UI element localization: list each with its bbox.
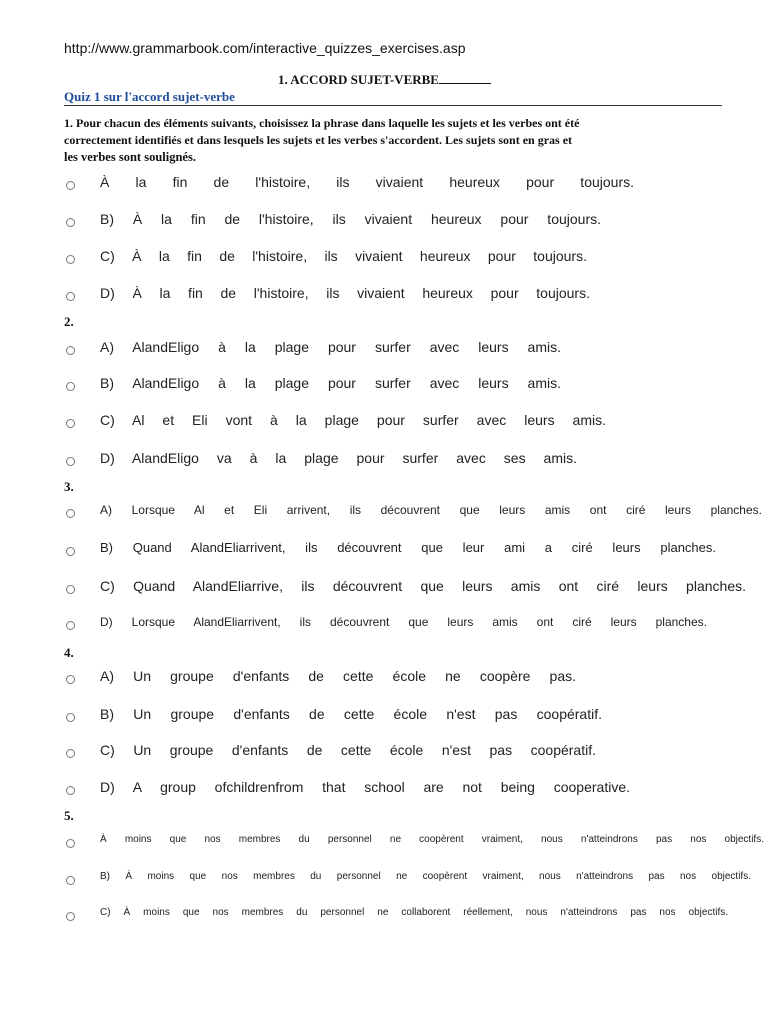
option-text: C) Quand AlandEliarrive, ils découvrent que leurs amis ont ciré leurs planches.	[100, 578, 746, 594]
radio-button[interactable]	[66, 181, 75, 190]
radio-button[interactable]	[66, 292, 75, 301]
heading-underline	[439, 72, 491, 84]
radio-button[interactable]	[66, 876, 75, 885]
radio-button[interactable]	[66, 786, 75, 795]
q2-option-c[interactable]	[66, 410, 606, 430]
q2-option-a[interactable]	[66, 337, 561, 357]
option-text: A) Un groupe d'enfants de cette école ne coopère pas.	[100, 668, 576, 684]
option-text: A) AlandEligo à la plage pour surfer avec leurs amis.	[100, 339, 561, 355]
option-text: B) Un groupe d'enfants de cette école n'est pas coopératif.	[100, 706, 602, 722]
q3-option-d[interactable]	[66, 612, 707, 632]
q4-option-c[interactable]	[66, 740, 596, 760]
option-text: C) À la fin de l'histoire, ils vivaient heureux pour toujours.	[100, 248, 587, 264]
question-number-2: 2.	[64, 314, 74, 329]
instructions-line-2: correctement identifiés et dans lesquels les sujets et les verbes s'accordent. Les sujets sont en gras et	[64, 133, 573, 147]
q4-option-d[interactable]	[66, 777, 630, 797]
instructions	[64, 115, 644, 166]
option-text: D) AlandEligo va à la plage pour surfer avec ses amis.	[100, 450, 577, 466]
q3-option-b[interactable]	[66, 538, 716, 558]
q3-option-c[interactable]	[66, 576, 746, 596]
q1-option-c[interactable]	[66, 246, 587, 266]
option-text: C) Un groupe d'enfants de cette école n'est pas coopératif.	[100, 742, 596, 758]
q2-option-b[interactable]	[66, 373, 561, 393]
radio-button[interactable]	[66, 382, 75, 391]
option-text: D) À la fin de l'histoire, ils vivaient heureux pour toujours.	[100, 285, 590, 301]
radio-button[interactable]	[66, 839, 75, 848]
option-text: B) À moins que nos membres du personnel ne coopèrent vraiment, nous n'atteindrons pas nos objectifs.	[100, 871, 751, 882]
option-text: À la fin de l'histoire, ils vivaient heureux pour toujours.	[100, 174, 634, 190]
option-text: B) AlandEligo à la plage pour surfer avec leurs amis.	[100, 375, 561, 391]
option-text: C) À moins que nos membres du personnel ne collaborent réellement, nous n'atteindrons pas nos objectifs.	[100, 907, 728, 918]
instructions-line-1: 1. Pour chacun des éléments suivants, choisissez la phrase dans laquelle les sujets et les verbes ont été	[64, 116, 580, 130]
radio-button[interactable]	[66, 218, 75, 227]
source-url[interactable]: http://www.grammarbook.com/interactive_quizzes_exercises.asp	[64, 40, 466, 56]
radio-button[interactable]	[66, 675, 75, 684]
radio-button[interactable]	[66, 509, 75, 518]
option-text: D) A group ofchildrenfrom that school are not being cooperative.	[100, 779, 630, 795]
q1-option-a[interactable]	[66, 172, 634, 192]
instructions-line-3: les verbes sont soulignés.	[64, 150, 196, 164]
question-number-5: 5.	[64, 808, 74, 823]
radio-button[interactable]	[66, 621, 75, 630]
option-text: A) Lorsque Al et Eli arrivent, ils découvrent que leurs amis ont ciré leurs planches.	[100, 503, 762, 517]
q3-option-a[interactable]	[66, 500, 762, 520]
option-text: B) Quand AlandEliarrivent, ils découvrent que leur ami a ciré leurs planches.	[100, 540, 716, 555]
question-number-4: 4.	[64, 645, 74, 660]
radio-button[interactable]	[66, 585, 75, 594]
q5-option-b[interactable]	[66, 867, 751, 887]
radio-button[interactable]	[66, 749, 75, 758]
option-text: C) Al et Eli vont à la plage pour surfer avec leurs amis.	[100, 412, 606, 428]
page-heading	[278, 72, 491, 88]
option-text: À moins que nos membres du personnel ne coopèrent vraiment, nous n'atteindrons pas nos objectifs.	[100, 834, 764, 845]
option-text: B) À la fin de l'histoire, ils vivaient heureux pour toujours.	[100, 211, 601, 227]
q1-option-b[interactable]	[66, 209, 601, 229]
q5-option-a[interactable]	[66, 830, 764, 850]
q2-option-d[interactable]	[66, 448, 577, 468]
radio-button[interactable]	[66, 255, 75, 264]
divider	[64, 105, 722, 106]
quiz-title: Quiz 1 sur l'accord sujet-verbe	[64, 89, 235, 104]
q4-option-a[interactable]	[66, 666, 576, 686]
radio-button[interactable]	[66, 419, 75, 428]
radio-button[interactable]	[66, 713, 75, 722]
radio-button[interactable]	[66, 912, 75, 921]
radio-button[interactable]	[66, 346, 75, 355]
radio-button[interactable]	[66, 547, 75, 556]
radio-button[interactable]	[66, 457, 75, 466]
option-text: D) Lorsque AlandEliarrivent, ils découvrent que leurs amis ont ciré leurs planches.	[100, 615, 707, 629]
heading-text: 1. ACCORD SUJET-VERBE	[278, 72, 439, 87]
question-number-3: 3.	[64, 479, 74, 494]
q1-option-d[interactable]	[66, 283, 590, 303]
q5-option-c[interactable]	[66, 903, 728, 923]
q4-option-b[interactable]	[66, 704, 602, 724]
